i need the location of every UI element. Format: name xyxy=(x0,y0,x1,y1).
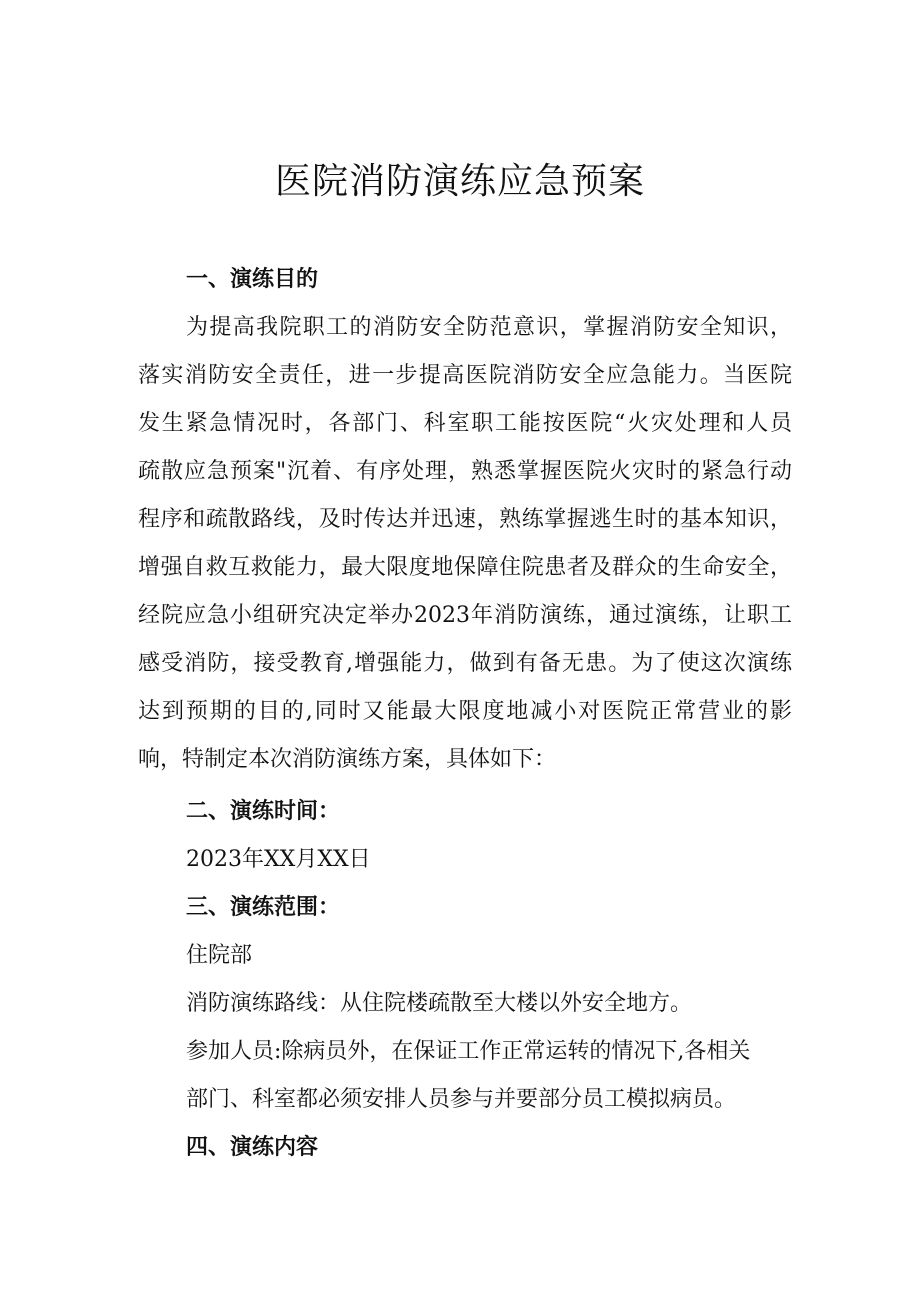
section-heading-purpose: 一、演练目的 xyxy=(186,267,319,292)
drill-route: 消防演练路线：从住院楼疏散至大楼以外安全地方。 xyxy=(186,991,693,1016)
paragraph-line: 增强自救互救能力，最大限度地保障住院患者及群众的生命安全， xyxy=(138,555,792,580)
section-heading-time: 二、演练时间： xyxy=(186,799,341,824)
drill-participants-continued: 部门、科室都必须安排人员参与并要部分员工模拟病员。 xyxy=(186,1087,737,1112)
paragraph-line: 经院应急小组研究决定举办2023年消防演练，通过演练，让职工 xyxy=(138,603,792,628)
paragraph-line: 发生紧急情况时，各部门、科室职工能按医院“火灾处理和人员 xyxy=(138,411,792,436)
paragraph-line: 达到预期的目的,同时又能最大限度地减小对医院正常营业的影 xyxy=(138,699,792,724)
paragraph-line: 感受消防，接受教育,增强能力，做到有备无患。为了使这次演练 xyxy=(138,651,792,676)
paragraph-line: 疏散应急预案"沉着、有序处理，熟悉掌握医院火灾时的紧急行动 xyxy=(138,459,792,484)
drill-date: 2023年XX月XX日 xyxy=(186,847,371,872)
section-heading-scope: 三、演练范围： xyxy=(186,895,341,920)
drill-area: 住院部 xyxy=(186,943,253,968)
paragraph-line: 程序和疏散路线，及时传达并迅速，熟练掌握逃生时的基本知识， xyxy=(138,507,792,532)
paragraph-line: 响，特制定本次消防演练方案，具体如下： xyxy=(138,747,557,772)
paragraph-line: 落实消防安全责任，进一步提高医院消防安全应急能力。当医院 xyxy=(138,363,792,388)
paragraph-line: 为提高我院职工的消防安全防范意识，掌握消防安全知识， xyxy=(186,315,792,340)
drill-participants: 参加人员:除病员外，在保证工作正常运转的情况下,各相关 xyxy=(186,1039,751,1064)
section-heading-content: 四、演练内容 xyxy=(186,1135,319,1160)
document-title: 医院消防演练应急预案 xyxy=(274,161,645,202)
